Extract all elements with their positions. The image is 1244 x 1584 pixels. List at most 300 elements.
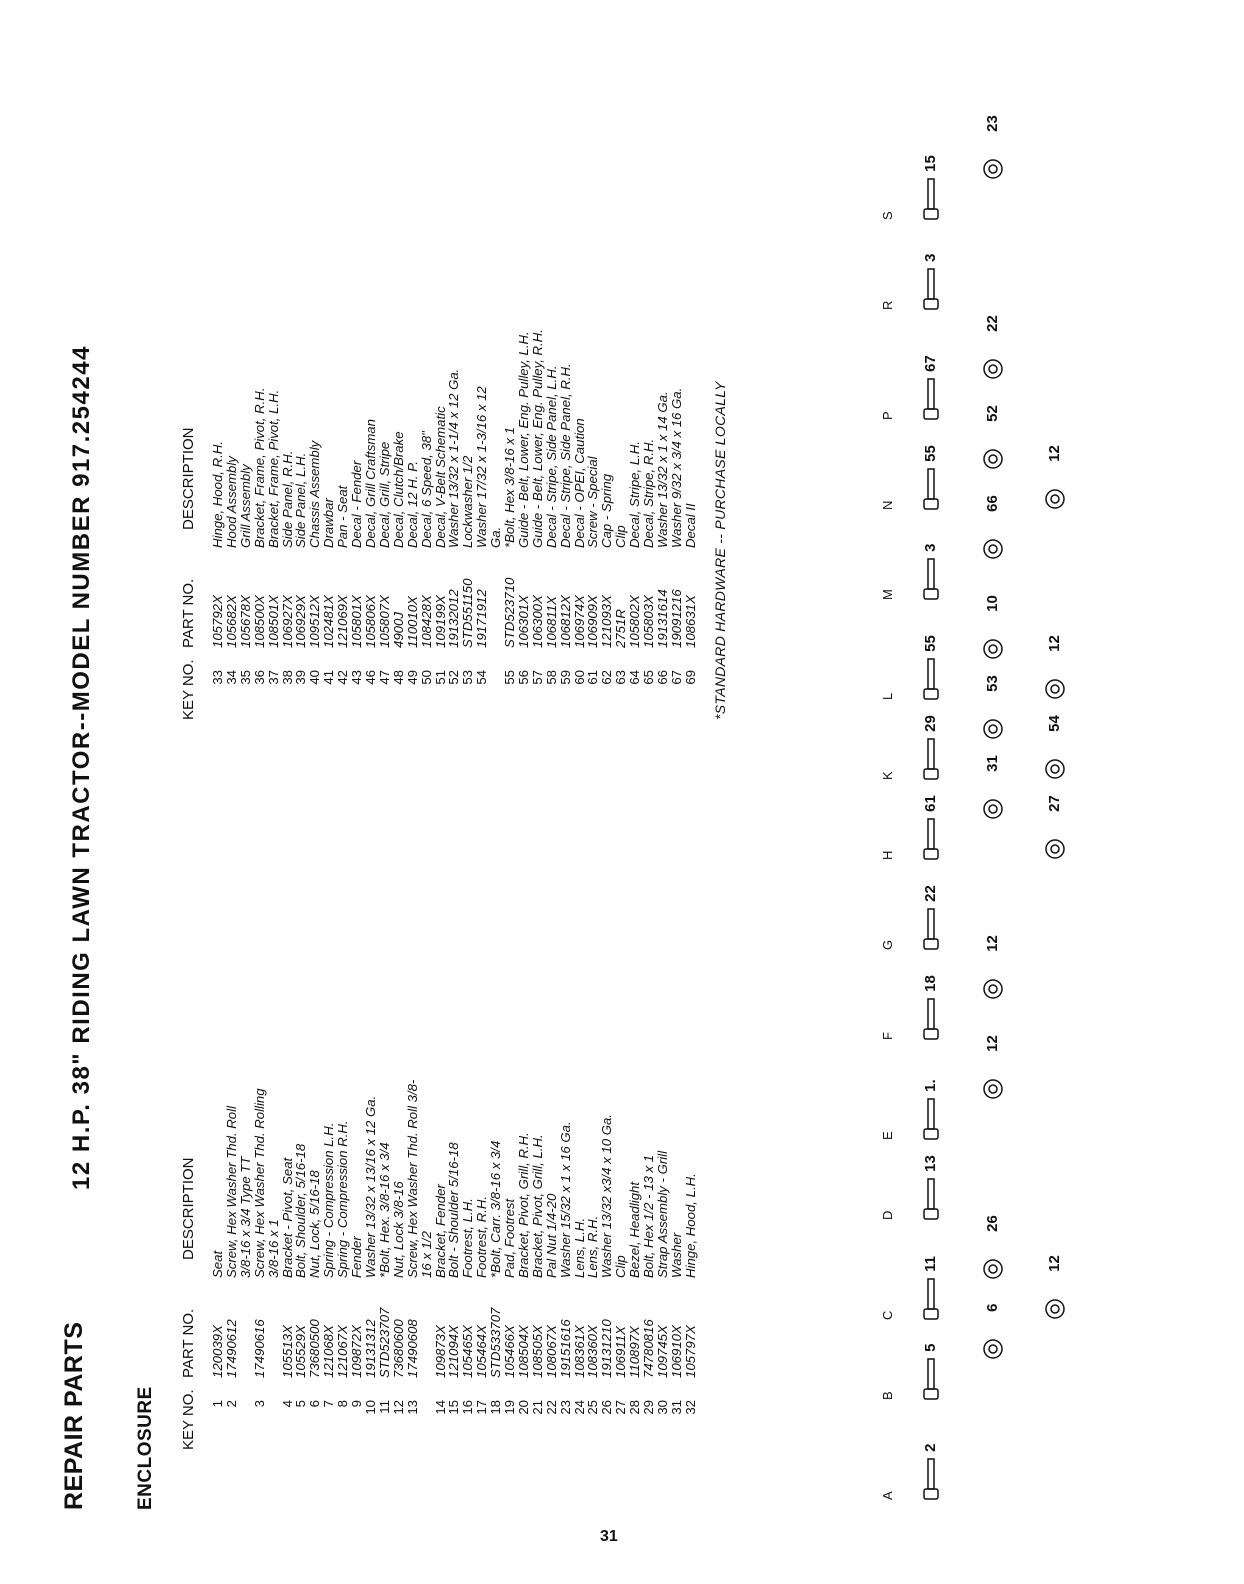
- cell-desc: Ga.: [488, 526, 504, 548]
- cell-desc: Clip: [613, 1255, 629, 1278]
- cell-desc: Screw - Special: [585, 456, 601, 548]
- fastener-icon: [920, 466, 942, 510]
- hardware-key-number: 67: [921, 355, 939, 376]
- cell-part: 19151616: [557, 1319, 573, 1378]
- hardware-key-number: 52: [983, 405, 1001, 426]
- hardware-item: [1044, 715, 1066, 780]
- cell-part: 105678X: [237, 595, 253, 648]
- cell-key: 17: [474, 1400, 490, 1415]
- hardware-key-number: 15: [921, 155, 939, 176]
- table-row: [350, 329, 364, 720]
- table-row: [239, 329, 253, 720]
- hardware-key-number: 13: [921, 1155, 939, 1176]
- cell-key: 51: [432, 670, 448, 685]
- hardware-item: [982, 755, 1004, 820]
- hardware-key-number: 55: [921, 635, 939, 656]
- hardware-letter: K: [880, 771, 895, 780]
- standard-hardware-note: *STANDARD HARDWARE -- PURCHASE LOCALLY: [711, 381, 728, 720]
- hardware-letter: A: [880, 1491, 895, 1500]
- fastener-icon: [920, 996, 942, 1040]
- cell-key: 54: [474, 670, 490, 685]
- cell-desc: Decal, Clutch/Brake: [390, 431, 406, 548]
- table-row: [573, 1080, 587, 1450]
- table-row: [642, 1080, 656, 1450]
- fastener-icon: [920, 1456, 942, 1500]
- section-heading: REPAIR PARTS: [60, 1321, 88, 1510]
- hardware-item: [920, 885, 942, 950]
- cell-part: 121069X: [335, 595, 351, 648]
- cell-key: 31: [668, 1400, 684, 1415]
- hardware-item: [920, 1155, 942, 1220]
- left-table-header: [180, 1080, 197, 1450]
- table-row: [294, 1080, 308, 1450]
- cell-desc: Washer 15/32 x 1 x 16 Ga.: [557, 1121, 573, 1278]
- cell-part: 105464X: [474, 1325, 490, 1378]
- hardware-key-number: 12: [1045, 635, 1063, 656]
- hardware-item: [1044, 635, 1066, 700]
- hardware-item: [1044, 795, 1066, 860]
- cell-desc: Bracket, Pivot, Grill, R.H.: [515, 1132, 531, 1278]
- cell-part: 105529X: [293, 1325, 309, 1378]
- column-part: PART NO.: [180, 1308, 197, 1378]
- table-row: [378, 329, 392, 720]
- cell-key: 38: [279, 670, 295, 685]
- cell-desc: Washer 9/32 x 3/4 x 16 Ga.: [668, 387, 684, 548]
- fastener-icon: [1044, 1276, 1066, 1320]
- fastener-icon: [920, 1276, 942, 1320]
- hardware-item: [920, 1443, 942, 1500]
- hardware-item: [920, 355, 942, 420]
- cell-desc: Footrest, L.H.: [460, 1198, 476, 1278]
- cell-key: 59: [557, 670, 573, 685]
- cell-desc: Decal II: [682, 503, 698, 548]
- table-row: [586, 329, 600, 720]
- left-table-body: [211, 1080, 698, 1450]
- table-row: [434, 1080, 448, 1450]
- table-row: [267, 1080, 281, 1450]
- fastener-icon: [982, 616, 1004, 660]
- cell-desc: Screw, Hex Washer Thd. Rolling: [251, 1088, 267, 1278]
- cell-part: 19131614: [655, 589, 670, 648]
- cell-desc: Guide - Belt, Lower, Eng. Pulley, L.H.: [515, 331, 531, 548]
- cell-part: 105801X: [349, 595, 365, 648]
- cell-desc: Washer 13/32 x 1-1/4 x 12 Ga.: [446, 368, 462, 548]
- table-row: [225, 329, 239, 720]
- cell-desc: Drawbar: [321, 498, 337, 548]
- hardware-key-number: 2: [921, 1443, 939, 1456]
- hardware-key-number: 66: [983, 495, 1001, 516]
- table-row: [503, 1080, 517, 1450]
- cell-part: 106910X: [668, 1325, 684, 1378]
- hardware-key-number: 5: [921, 1343, 939, 1356]
- fastener-icon: [982, 1056, 1004, 1100]
- cell-key: 2: [223, 1400, 239, 1408]
- hardware-letter: H: [880, 850, 895, 860]
- hardware-item: [982, 405, 1004, 470]
- cell-part: 105807X: [376, 595, 392, 648]
- fastener-icon: [920, 816, 942, 860]
- table-row: [614, 329, 628, 720]
- cell-desc: Bracket, Fender: [432, 1184, 448, 1278]
- cell-part: 109745X: [655, 1325, 670, 1378]
- cell-key: 57: [529, 670, 545, 685]
- cell-desc: Cap - Spring: [599, 473, 615, 548]
- cell-desc: *Bolt, Hex 3/8-16 x 1: [502, 427, 518, 548]
- hardware-item: [920, 253, 942, 310]
- fastener-icon: [982, 696, 1004, 740]
- fastener-icon: [982, 776, 1004, 820]
- cell-desc: Bracket - Pivot, Seat: [279, 1157, 295, 1278]
- cell-part: 74780816: [641, 1319, 657, 1378]
- cell-desc: Pal Nut 1/4-20: [543, 1193, 559, 1278]
- hardware-letter: L: [880, 692, 895, 700]
- cell-desc: Side Panel, R.H.: [279, 450, 295, 548]
- subsection-heading: ENCLOSURE: [135, 1386, 156, 1510]
- cell-desc: Fender: [349, 1236, 365, 1278]
- hardware-key-number: 11: [921, 1255, 939, 1276]
- cell-key: 8: [335, 1400, 351, 1408]
- fastener-icon: [920, 656, 942, 700]
- hardware-letter: E: [880, 1131, 895, 1140]
- cell-key: 34: [223, 670, 239, 685]
- cell-desc: 3/8-16 x 1: [265, 1219, 281, 1278]
- table-row: [434, 329, 448, 720]
- fastener-icon: [920, 1176, 942, 1220]
- hardware-letter: S: [880, 211, 895, 220]
- cell-part: 110010X: [404, 596, 420, 648]
- hardware-item: [982, 115, 1004, 180]
- cell-key: 62: [599, 670, 615, 685]
- cell-part: 105682X: [223, 595, 239, 648]
- fastener-icon: [982, 136, 1004, 180]
- fastener-icon: [982, 956, 1004, 1000]
- cell-part: 109512X: [307, 595, 323, 648]
- hardware-item: [920, 1343, 942, 1400]
- cell-desc: Strap Assembly - Grill: [655, 1150, 670, 1278]
- table-row: [406, 329, 420, 720]
- hardware-key-number: 53: [983, 675, 1001, 696]
- fastener-icon: [982, 1316, 1004, 1360]
- cell-part: 4900J: [390, 612, 406, 648]
- cell-key: [267, 1386, 281, 1450]
- cell-key: 24: [571, 1400, 587, 1415]
- cell-desc: Clip: [613, 525, 629, 548]
- right-parts-table: [180, 329, 728, 720]
- cell-part: 108500X: [251, 595, 267, 648]
- cell-desc: Chassis Assembly: [307, 440, 323, 548]
- cell-part: 19132012: [446, 589, 462, 648]
- cell-part: 19131312: [362, 1319, 378, 1378]
- table-row: [322, 1080, 336, 1450]
- cell-key: 12: [390, 1400, 406, 1415]
- table-row: [420, 1080, 434, 1450]
- table-row: [461, 329, 475, 720]
- cell-part: STD523710: [502, 577, 518, 648]
- hardware-letter: C: [880, 1310, 895, 1320]
- cell-desc: Washer 13/32 x 13/16 x 12 Ga.: [362, 1095, 378, 1278]
- cell-key: 50: [418, 670, 434, 685]
- hardware-item: [920, 975, 942, 1040]
- right-table-body: [211, 329, 698, 720]
- hardware-key-number: 55: [921, 445, 939, 466]
- page-title: 12 H.P. 38" RIDING LAWN TRACTOR--MODEL NUMBER 917.254244: [68, 345, 95, 1190]
- table-row: [475, 1080, 489, 1450]
- rotated-content: [60, 110, 1120, 1510]
- hardware-key-number: 12: [1045, 1255, 1063, 1276]
- cell-key: 13: [404, 1400, 420, 1415]
- cell-key: 56: [515, 670, 531, 685]
- table-row: [642, 329, 656, 720]
- cell-part: 121068X: [321, 1325, 337, 1378]
- cell-desc: Pad, Footrest: [502, 1198, 518, 1278]
- table-row: [406, 1080, 420, 1450]
- cell-key: 3: [251, 1400, 267, 1408]
- cell-key: 16: [460, 1400, 476, 1415]
- cell-key: 35: [237, 670, 253, 685]
- table-row: [364, 1080, 378, 1450]
- hardware-key-number: 26: [983, 1215, 1001, 1236]
- cell-desc: Bracket, Frame, Pivot, L.H.: [265, 389, 281, 548]
- cell-desc: Washer 13/32 x 1 x 14 Ga.: [655, 391, 670, 548]
- cell-part: 108428X: [418, 595, 434, 648]
- cell-key: 4: [279, 1400, 295, 1408]
- hardware-item: [920, 635, 942, 700]
- cell-key: 23: [557, 1400, 573, 1415]
- table-row: [420, 329, 434, 720]
- cell-key: 67: [668, 670, 684, 685]
- cell-key: [239, 1386, 253, 1450]
- table-row: [378, 1080, 392, 1450]
- cell-desc: *Bolt, Hex. 3/8-16 x 3/4: [376, 1142, 392, 1278]
- table-row: [670, 1080, 684, 1450]
- table-row: [531, 1080, 545, 1450]
- cell-part: 108505X: [529, 1325, 545, 1378]
- fastener-icon: [1044, 466, 1066, 510]
- fastener-icon: [920, 906, 942, 950]
- cell-part: 73680500: [307, 1319, 323, 1378]
- cell-desc: Seat: [210, 1250, 225, 1278]
- hardware-item: [1044, 1255, 1066, 1320]
- hardware-item: [982, 1215, 1004, 1280]
- hardware-item: [920, 1256, 942, 1320]
- table-row: [545, 1080, 559, 1450]
- cell-part: 106811X: [543, 596, 559, 648]
- cell-part: 105792X: [210, 595, 225, 648]
- table-row: [392, 1080, 406, 1450]
- hardware-key-number: 1.: [921, 1079, 939, 1096]
- table-row: [586, 1080, 600, 1450]
- table-row: [336, 329, 350, 720]
- hardware-item: [920, 1079, 942, 1140]
- cell-key: 66: [655, 670, 670, 685]
- fastener-icon: [920, 1356, 942, 1400]
- table-row: [447, 1080, 461, 1450]
- cell-key: 10: [362, 1400, 378, 1415]
- table-row: [253, 1080, 267, 1450]
- cell-key: 33: [210, 670, 225, 685]
- cell-part: 106909X: [585, 595, 601, 648]
- cell-part: 121093X: [599, 595, 615, 648]
- fastener-icon: [1044, 736, 1066, 780]
- cell-part: STD533707: [488, 1307, 504, 1378]
- cell-part: STD551150: [460, 578, 476, 648]
- hardware-letter: N: [880, 500, 895, 510]
- hardware-item: [982, 315, 1004, 380]
- cell-part: 17490616: [251, 1319, 267, 1378]
- cell-part: 106911X: [613, 1326, 629, 1378]
- cell-part: 108501X: [265, 595, 281, 648]
- cell-part: 108361X: [571, 1325, 587, 1378]
- cell-part: 106812X: [557, 595, 573, 648]
- table-row: [253, 329, 267, 720]
- cell-part: 106974X: [571, 595, 587, 648]
- cell-key: 69: [682, 670, 698, 685]
- hardware-item: [982, 495, 1004, 560]
- table-row: [670, 329, 684, 720]
- table-row: [336, 1080, 350, 1450]
- cell-part: 105466X: [502, 1325, 518, 1378]
- cell-desc: 16 x 1/2: [418, 1231, 434, 1278]
- cell-desc: Bolt, Shoulder, 5/16-18: [293, 1143, 309, 1278]
- cell-key: 61: [585, 670, 601, 685]
- cell-part: 109872X: [349, 1325, 365, 1378]
- table-row: [350, 1080, 364, 1450]
- cell-key: 6: [307, 1400, 323, 1408]
- hardware-item: [1044, 445, 1066, 510]
- table-row: [656, 1080, 670, 1450]
- table-row: [294, 329, 308, 720]
- hardware-item: [982, 595, 1004, 660]
- table-row: [322, 329, 336, 720]
- cell-desc: 3/8-16 x 3/4 Type TT: [237, 1156, 253, 1278]
- table-row: [559, 329, 573, 720]
- cell-part: 108504X: [515, 1325, 531, 1378]
- cell-key: 21: [529, 1400, 545, 1415]
- cell-key: 11: [376, 1400, 392, 1414]
- fastener-icon: [920, 176, 942, 220]
- cell-key: 49: [404, 670, 420, 685]
- hardware-key-number: 10: [983, 595, 1001, 616]
- cell-desc: Decal, 6 Speed, 38": [418, 431, 434, 548]
- cell-desc: Hood Assembly: [223, 456, 239, 548]
- cell-key: 53: [460, 670, 476, 685]
- cell-desc: Footrest, R.H.: [474, 1195, 490, 1278]
- cell-part: 109873X: [432, 1325, 448, 1378]
- cell-part: 17490612: [223, 1319, 239, 1378]
- fastener-icon: [982, 516, 1004, 560]
- column-description: DESCRIPTION: [180, 1157, 197, 1260]
- hardware-item: [982, 935, 1004, 1000]
- cell-key: 58: [543, 670, 559, 685]
- cell-key: 19: [502, 1400, 518, 1415]
- cell-desc: Hinge, Hood, L.H.: [682, 1173, 698, 1278]
- cell-key: 43: [349, 670, 365, 685]
- cell-part: 108631X: [682, 595, 698, 648]
- hardware-key-number: 12: [983, 935, 1001, 956]
- hardware-key-number: 22: [921, 885, 939, 906]
- cell-desc: Screw, Hex Washer Thd. Roll: [223, 1106, 239, 1278]
- cell-desc: Bolt - Shoulder 5/16-18: [446, 1142, 462, 1278]
- hardware-letter: G: [880, 939, 895, 950]
- table-row: [447, 329, 461, 720]
- cell-part: [239, 1288, 253, 1386]
- cell-key: 39: [293, 670, 309, 685]
- cell-part: 105797X: [682, 1325, 698, 1378]
- hardware-item: [982, 675, 1004, 740]
- cell-part: 102481X: [321, 595, 337, 648]
- cell-key: 41: [321, 670, 337, 685]
- table-row: [628, 329, 642, 720]
- cell-key: 15: [446, 1400, 462, 1415]
- cell-part: [489, 558, 503, 656]
- cell-key: 37: [265, 670, 281, 685]
- cell-key: 30: [655, 1400, 670, 1415]
- cell-desc: Decal, V-Belt Schematic: [432, 406, 448, 548]
- cell-part: 106301X: [515, 595, 531, 648]
- column-description: DESCRIPTION: [180, 427, 197, 530]
- cell-part: 73680600: [390, 1319, 406, 1378]
- cell-part: 19131210: [599, 1319, 615, 1378]
- table-row: [308, 329, 322, 720]
- cell-part: 108067X: [543, 1325, 559, 1378]
- cell-desc: Decal, Grill, Stripe: [376, 441, 392, 548]
- cell-desc: Pan - Seat: [335, 485, 351, 548]
- column-part: PART NO.: [180, 578, 197, 648]
- right-table-header: [180, 329, 197, 720]
- cell-part: 105465X: [460, 1325, 476, 1378]
- fastener-icon: [1044, 816, 1066, 860]
- cell-part: STD523707: [376, 1307, 392, 1378]
- cell-key: 9: [349, 1400, 365, 1408]
- column-key: KEY NO.: [180, 1389, 197, 1450]
- fastener-icon: [920, 556, 942, 600]
- cell-part: 2751R: [613, 609, 629, 648]
- cell-desc: Bolt, Hex 1/2 - 13 x 1: [641, 1154, 657, 1278]
- cell-part: 106300X: [529, 595, 545, 648]
- cell-key: 27: [613, 1400, 629, 1415]
- cell-key: 1: [210, 1400, 225, 1408]
- cell-key: [420, 1386, 434, 1450]
- cell-part: 17490608: [404, 1319, 420, 1378]
- table-row: [684, 1080, 698, 1450]
- cell-key: 47: [376, 670, 392, 685]
- cell-part: 121067X: [335, 1325, 351, 1378]
- hardware-key-number: 6: [983, 1303, 1001, 1316]
- cell-part: 105803X: [641, 595, 657, 648]
- table-row: [211, 1080, 225, 1450]
- hardware-letter: P: [880, 411, 895, 420]
- cell-part: 19171912: [474, 589, 490, 648]
- table-row: [656, 329, 670, 720]
- cell-desc: Decal, Grill Craftsman: [362, 419, 378, 548]
- hardware-key-number: 22: [983, 315, 1001, 336]
- table-row: [517, 1080, 531, 1450]
- cell-key: 7: [321, 1400, 337, 1408]
- hardware-item: [920, 155, 942, 220]
- cell-key: 60: [571, 670, 587, 685]
- hardware-key-number: 3: [921, 543, 939, 556]
- hardware-letter: F: [880, 1032, 895, 1040]
- cell-key: 26: [599, 1400, 615, 1415]
- hardware-letter: D: [880, 1210, 895, 1220]
- hardware-letter: B: [880, 1391, 895, 1400]
- hardware-key-number: 61: [921, 795, 939, 816]
- hardware-letter: M: [880, 589, 895, 600]
- cell-desc: Decal, Stripe, R.H.: [641, 438, 657, 548]
- cell-desc: Bracket, Pivot, Grill, L.H.: [529, 1134, 545, 1278]
- table-row: [600, 329, 614, 720]
- hardware-key-number: 3: [921, 253, 939, 266]
